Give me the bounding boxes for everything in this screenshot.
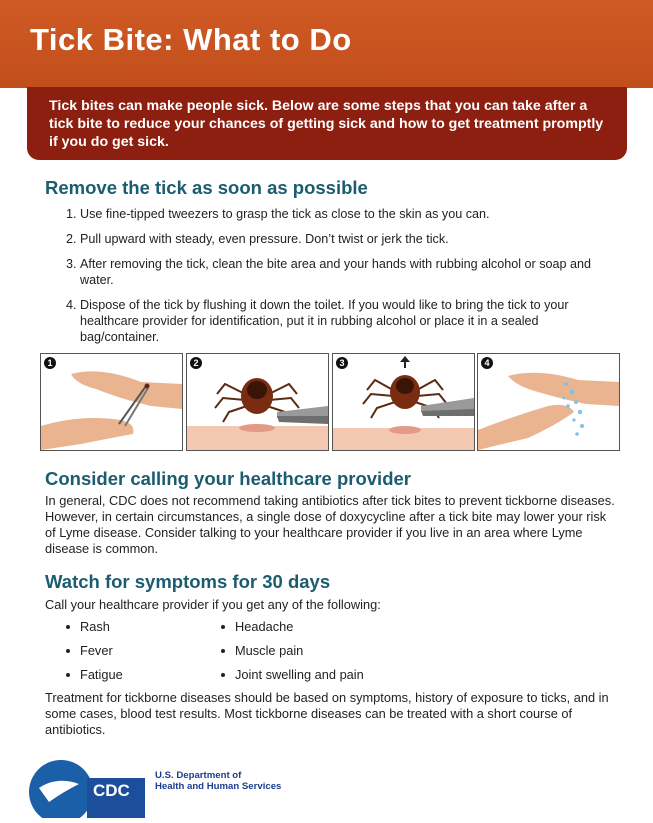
removal-steps-list <box>66 206 611 354</box>
illustration-panel-3 <box>332 353 475 451</box>
treatment-paragraph: Treatment for tickborne diseases should be based on symptoms, history of exposure to ticks, and in some cases, blood test results. Most tickborne diseases can be treated with a short course of antibiotics. <box>45 690 609 737</box>
cdc-logo-text: CDC <box>93 781 130 800</box>
list-item: Joint swelling and pain <box>221 667 364 682</box>
step-badge: 2 <box>190 357 202 369</box>
hhs-eagle-icon <box>27 758 145 818</box>
illustration-panel-1 <box>40 353 183 451</box>
list-item: Fatigue <box>66 667 123 682</box>
illustration-panel-2 <box>186 353 329 451</box>
list-item: Fever <box>66 643 113 658</box>
step-item: 1. Use fine-tipped tweezers to grasp the tick as close to the skin as you can. <box>66 207 490 221</box>
tick-pull-illustration <box>333 354 474 450</box>
list-item: Muscle pain <box>221 643 303 658</box>
provider-paragraph: In general, CDC does not recommend taking antibiotics after tick bites to prevent tickborne diseases. However, in certain circumstances, a single dose of doxycycline after a tick bite may lower your risk of Lyme disease. Consider talking to your healthcare provider if you live in an area where Lyme disease is common. <box>45 493 615 556</box>
step-item: 4. Dispose of the tick by flushing it down the toilet. If you would like to bring the tick to your healthcare provider for identification, put it in rubbing alcohol or place it in a sealed bag/container. <box>66 298 569 344</box>
symptoms-list <box>66 617 466 687</box>
symptoms-heading: Watch for symptoms for 30 days <box>45 571 331 592</box>
list-item: Headache <box>221 619 293 634</box>
illustration-panel-4 <box>477 353 620 451</box>
tick-closeup-illustration <box>187 354 328 450</box>
tweezers-illustration <box>41 354 182 450</box>
header-banner <box>0 0 653 88</box>
washing-hands-illustration <box>478 354 619 450</box>
step-item: 3. After removing the tick, clean the bite area and your hands with rubbing alcohol or soap and water. <box>66 257 592 287</box>
step-badge: 1 <box>44 357 56 369</box>
removal-illustrations <box>40 353 618 451</box>
page-title: Tick Bite: What to Do <box>30 22 352 57</box>
step-badge: 3 <box>336 357 348 369</box>
step-item: 2. Pull upward with steady, even pressure. Don’t twist or jerk the tick. <box>66 232 449 246</box>
hhs-cdc-logo <box>27 758 145 818</box>
list-item: Rash <box>66 619 110 634</box>
remove-tick-heading: Remove the tick as soon as possible <box>45 177 368 198</box>
intro-box <box>27 87 627 160</box>
intro-text: Tick bites can make people sick. Below are some steps that you can take after a tick bite to reduce your chances of getting sick and how to get treatment promptly if you do get sick. <box>49 98 604 150</box>
hhs-name: U.S. Department of Health and Human Services <box>155 770 282 792</box>
step-badge: 4 <box>481 357 493 369</box>
symptoms-lead: Call your healthcare provider if you get any of the following: <box>45 597 381 612</box>
consider-provider-heading: Consider calling your healthcare provider <box>45 468 411 489</box>
